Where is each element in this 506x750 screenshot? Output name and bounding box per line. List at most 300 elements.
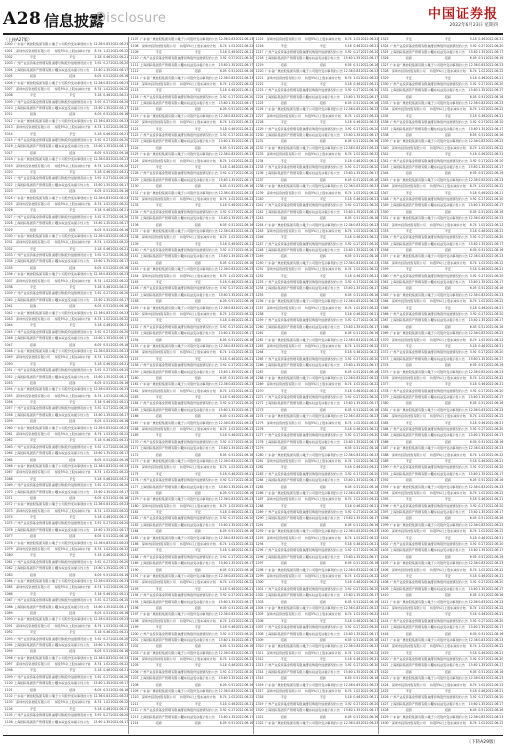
date-cell: 2022.06.16 xyxy=(485,708,504,713)
row-number-cell: 1171 xyxy=(130,446,139,451)
value-cell: 12.36 xyxy=(468,101,478,106)
ratio-cell: 0.83 xyxy=(228,574,236,578)
value-cell: 12.36 xyxy=(93,157,103,162)
date-cell: 2022.06.22 xyxy=(110,470,129,475)
entity-name-cell: 招商 xyxy=(405,248,412,253)
date-cell: 2022.06.22 xyxy=(360,535,379,540)
row-number-cell: 1381 xyxy=(380,407,389,412)
date-cell: 2022.06.23 xyxy=(110,118,129,123)
value-cell: 12.36 xyxy=(468,676,478,681)
announcement-title-cell: 持股5%以上股东减持计划 xyxy=(179,273,216,278)
row-number-cell: 1246 xyxy=(255,235,264,240)
announcement-title-cell: 关于公司股份变动事项的公告 xyxy=(302,605,343,610)
ratio-cell: 0.83 xyxy=(103,118,111,123)
date-cell: 2022.06.22 xyxy=(360,497,379,502)
entity-name-cell: 广东省广晟控股集团有限公司 xyxy=(265,375,306,380)
row-number-cell: 1020 xyxy=(4,170,13,174)
date-cell: 2022.06.20 xyxy=(360,548,379,553)
entity-name-cell: 深圳市投资控股有限公司 xyxy=(391,605,426,610)
entity-name-cell: 广州产业投资基金管理有限公司 xyxy=(140,669,184,674)
announcement-title-cell: 关于公司股份变动事项的公告 xyxy=(177,574,218,578)
row-number-cell: 1193 xyxy=(130,586,139,591)
row-number-cell: 1016 xyxy=(4,144,13,149)
value-cell: 6.05 xyxy=(94,495,102,500)
ratio-cell: 1.35 xyxy=(228,676,236,681)
entity-name-cell: 平安 xyxy=(155,586,162,591)
table-column-4 xyxy=(379,37,503,734)
announcement-title-cell: 持股5%以上股东减持计划 xyxy=(429,107,466,112)
date-cell: 2022.06.21 xyxy=(110,706,129,711)
row-number-cell: 1023 xyxy=(4,189,13,194)
value-cell: 3.92 xyxy=(344,625,352,630)
date-cell: 2022.06.20 xyxy=(485,695,504,700)
announcement-title-cell: 平安 xyxy=(69,668,76,673)
ratio-cell: 1.02 xyxy=(478,529,486,534)
ratio-cell: 1.35 xyxy=(228,369,236,374)
announcement-title-cell: 股东权益变动提示性公告 xyxy=(430,663,465,668)
announcement-title-cell: 持股5%以上股东减持计划 xyxy=(304,574,341,578)
row-number-cell: 1101 xyxy=(4,687,13,692)
value-cell: 12.36 xyxy=(218,382,228,387)
row-number-cell: 1070 xyxy=(4,489,13,494)
value-cell: 6.05 xyxy=(469,554,477,559)
value-cell: 12.36 xyxy=(93,463,103,468)
row-number-cell: 1238 xyxy=(255,184,264,189)
announcement-title-cell: 持股5%以上股东减持计划 xyxy=(429,567,466,572)
row-number-cell: 1005 xyxy=(4,74,13,79)
value-cell: 3.92 xyxy=(94,368,102,373)
value-cell: 5.18 xyxy=(219,126,227,131)
value-cell: 5.18 xyxy=(344,503,352,508)
ratio-cell: 0.51 xyxy=(478,171,486,176)
announcement-title-cell: 平安 xyxy=(444,535,451,540)
row-number-cell: 1013 xyxy=(4,125,13,130)
value-cell: 15.60 xyxy=(218,599,228,604)
value-cell: 12.36 xyxy=(468,446,478,451)
entity-name-cell: 招商 xyxy=(155,184,162,189)
value-cell: 15.60 xyxy=(218,637,228,642)
row-number-cell: 1277 xyxy=(255,433,264,438)
row-number-cell: 1421 xyxy=(380,663,389,668)
value-cell: 3.92 xyxy=(94,444,102,449)
announcement-title-cell: 平安 xyxy=(194,433,201,438)
date-cell: 2022.06.17 xyxy=(235,292,254,297)
value-cell: 8.74 xyxy=(344,267,352,272)
row-number-cell: 1372 xyxy=(380,350,389,355)
announcement-title-cell: 持股5%以上股东减持计划 xyxy=(54,86,91,91)
row-number-cell: 1229 xyxy=(255,126,264,131)
date-cell: 2022.06.21 xyxy=(360,503,379,508)
row-number-cell: 1219 xyxy=(255,62,264,67)
date-cell: 2022.06.20 xyxy=(360,625,379,630)
value-cell: 3.92 xyxy=(219,401,227,406)
value-cell: 12.36 xyxy=(218,535,228,540)
value-cell: 6.05 xyxy=(219,145,227,150)
row-number-cell: 1307 xyxy=(255,625,264,630)
announcement-title-cell: 关于公司股份变动事项的公告 xyxy=(52,694,93,699)
row-number-cell: 1061 xyxy=(4,432,13,437)
announcement-title-cell: 股东权益变动提示性公告 xyxy=(180,522,215,527)
ratio-cell: 1.02 xyxy=(228,657,236,662)
entity-name-cell: 上海国际集团资产管理有限公司 xyxy=(265,363,309,368)
ratio-cell: 0.27 xyxy=(103,559,111,564)
value-cell: 3.92 xyxy=(219,286,227,291)
announcement-title-cell: 关于回购股份进展情况的公告 xyxy=(177,439,218,444)
entity-name-cell: 上海国际集团资产管理有限公司 xyxy=(265,593,309,598)
date-cell: 2022.06.22 xyxy=(485,375,504,380)
entity-name-cell: 广州产业投资基金管理有限公司 xyxy=(140,133,184,138)
value-cell: 8.74 xyxy=(469,260,477,265)
ratio-cell: 1.35 xyxy=(353,554,361,559)
row-number-cell: 1358 xyxy=(380,260,389,265)
ratio-cell: 0.46 xyxy=(228,471,236,476)
value-cell: 12.36 xyxy=(343,107,353,112)
announcement-title-cell: 关于公司股份变动事项的公告 xyxy=(302,452,343,457)
row-number-cell: 1105 xyxy=(4,713,13,718)
row-number-cell: 1371 xyxy=(380,343,389,348)
date-cell: 2022.06.21 xyxy=(110,591,129,596)
value-cell: 15.60 xyxy=(93,719,103,724)
value-cell: 12.36 xyxy=(343,375,353,380)
row-number-cell: 1163 xyxy=(130,395,139,400)
ratio-cell: 1.02 xyxy=(103,86,111,91)
row-number-cell: 1087 xyxy=(4,598,13,603)
row-number-cell: 1221 xyxy=(255,75,264,80)
entity-name-cell: 上海国际集团资产管理有限公司 xyxy=(265,516,309,521)
value-cell: 15.60 xyxy=(343,478,353,483)
row-number-cell: 1052 xyxy=(4,374,13,379)
row-number-cell: 1155 xyxy=(130,343,139,348)
value-cell: 3.92 xyxy=(469,43,477,48)
row-number-cell: 1273 xyxy=(255,407,264,412)
value-cell: 6.05 xyxy=(469,56,477,61)
row-number-cell: 1234 xyxy=(255,158,264,163)
row-number-cell: 1001 xyxy=(4,48,13,53)
date-cell: 2022.06.16 xyxy=(235,145,254,150)
value-cell: 15.60 xyxy=(468,126,478,131)
row-number-cell: 1089 xyxy=(4,610,13,615)
date-cell: 2022.06.20 xyxy=(110,521,129,526)
value-cell: 8.74 xyxy=(219,235,227,240)
value-cell: 6.05 xyxy=(94,649,102,654)
ratio-cell: 0.51 xyxy=(478,286,486,291)
value-cell: 5.18 xyxy=(344,657,352,662)
date-cell: 2022.06.22 xyxy=(235,235,254,240)
ratio-cell: 1.02 xyxy=(478,145,486,150)
entity-name-cell: 深圳市投资控股有限公司 xyxy=(15,700,51,705)
ratio-cell: 0.46 xyxy=(478,497,486,502)
entity-name-cell: 上海国际集团资产管理有限公司 xyxy=(14,566,58,571)
date-cell: 2022.06.16 xyxy=(235,299,254,304)
row-number-cell: 1384 xyxy=(380,427,389,432)
value-cell: 15.60 xyxy=(218,216,228,221)
ratio-cell: 0.83 xyxy=(103,233,111,238)
value-cell: 15.60 xyxy=(218,522,228,527)
ratio-cell: 1.02 xyxy=(228,350,236,355)
date-cell: 2022.06.17 xyxy=(110,297,129,302)
value-cell: 6.05 xyxy=(219,375,227,380)
row-number-cell: 1334 xyxy=(380,107,389,112)
date-cell: 2022.06.17 xyxy=(110,642,129,647)
ratio-cell: 0.83 xyxy=(353,337,361,342)
value-cell: 12.36 xyxy=(218,497,228,502)
announcement-title-cell: 关于公司股份变动事项的公告 xyxy=(52,463,93,468)
ratio-cell: 0.83 xyxy=(478,177,486,182)
value-cell: 8.74 xyxy=(469,682,477,687)
value-cell: 5.18 xyxy=(219,88,227,93)
date-cell: 2022.06.23 xyxy=(360,720,379,725)
row-number-cell: 1150 xyxy=(130,311,139,316)
date-cell: 2022.06.21 xyxy=(360,43,379,48)
announcement-title-cell: 关于回购股份进展情况的公告 xyxy=(52,368,93,373)
row-number-cell: 1046 xyxy=(4,336,13,341)
announcement-title-cell: 股东权益变动提示性公告 xyxy=(180,561,215,566)
ratio-cell: 0.83 xyxy=(353,529,361,534)
announcement-title-cell: 股东权益变动提示性公告 xyxy=(55,221,90,226)
row-number-cell: 1328 xyxy=(380,69,389,74)
row-number-cell: 1257 xyxy=(255,305,264,310)
value-cell: 8.74 xyxy=(219,158,227,163)
date-cell: 2022.06.17 xyxy=(235,331,254,336)
ratio-cell: 0.83 xyxy=(478,561,486,566)
announcement-title-cell: 关于公司股份变动事项的公告 xyxy=(177,37,218,42)
announcement-title-cell: 平安 xyxy=(69,208,76,213)
row-number-cell: 1225 xyxy=(255,101,264,106)
date-cell: 2022.06.16 xyxy=(485,631,504,636)
value-cell: 3.92 xyxy=(219,324,227,329)
date-cell: 2022.06.20 xyxy=(110,559,129,564)
announcement-title-cell: 平安 xyxy=(444,152,451,157)
ratio-cell: 0.27 xyxy=(103,138,111,143)
entity-name-cell: 上海国际集团资产管理有限公司 xyxy=(14,297,58,302)
date-cell: 2022.06.22 xyxy=(360,382,379,387)
entity-name-cell: 广东省广晟控股集团有限公司 xyxy=(14,502,55,507)
ratio-cell: 0.27 xyxy=(228,324,236,329)
row-number-cell: 1402 xyxy=(380,542,389,547)
entity-name-cell: 广州产业投资基金管理有限公司 xyxy=(14,636,58,641)
entity-name-cell: 广州产业投资基金管理有限公司 xyxy=(390,427,434,432)
announcement-title-cell: 持股5%以上股东减持计划 xyxy=(304,228,341,233)
entity-name-cell: 广东省广晟控股集团有限公司 xyxy=(390,599,431,604)
value-cell: 3.92 xyxy=(94,483,102,488)
entity-name-cell: 招商 xyxy=(155,69,162,74)
ratio-cell: 1.35 xyxy=(353,516,361,521)
ratio-cell: 0.27 xyxy=(103,253,111,258)
value-cell: 5.18 xyxy=(219,49,227,54)
row-number-cell: 1367 xyxy=(380,318,389,323)
ratio-cell: 0.83 xyxy=(228,343,236,348)
date-cell: 2022.06.21 xyxy=(110,246,129,251)
announcement-title-cell: 关于公司股份变动事项的公告 xyxy=(302,490,343,495)
row-number-cell: 1109 xyxy=(130,49,139,54)
entity-name-cell: 广州产业投资基金管理有限公司 xyxy=(14,329,58,334)
announcement-title-cell: 关于回购股份进展情况的公告 xyxy=(52,329,93,334)
date-cell: 2022.06.23 xyxy=(235,612,254,617)
date-cell: 2022.06.20 xyxy=(485,43,504,48)
row-number-cell: 1172 xyxy=(130,452,139,457)
date-cell: 2022.06.22 xyxy=(360,113,379,118)
announcement-title-cell: 招商 xyxy=(69,572,76,577)
entity-name-cell: 招商 xyxy=(405,478,412,483)
ratio-cell: 0.27 xyxy=(103,329,111,334)
value-cell: 6.05 xyxy=(469,363,477,368)
entity-name-cell: 广东省广晟控股集团有限公司 xyxy=(14,694,55,699)
announcement-title-cell: 招商 xyxy=(444,439,451,444)
row-number-cell: 1216 xyxy=(255,43,264,48)
date-cell: 2022.06.22 xyxy=(360,689,379,694)
row-number-cell: 1145 xyxy=(130,280,139,285)
entity-name-cell: 平安 xyxy=(280,580,287,585)
entity-name-cell: 平安 xyxy=(155,625,162,630)
announcement-title-cell: 持股5%以上股东减持计划 xyxy=(429,260,466,265)
entity-name-cell: 平安 xyxy=(405,382,412,387)
announcement-title-cell: 平安 xyxy=(444,689,451,694)
announcement-title-cell: 关于公司股份变动事项的公告 xyxy=(52,425,93,430)
value-cell: 8.74 xyxy=(94,240,102,245)
announcement-title-cell: 平安 xyxy=(319,657,326,662)
announcement-title-cell: 关于公司股份变动事项的公告 xyxy=(427,599,468,604)
value-cell: 3.92 xyxy=(469,158,477,163)
date-cell: 2022.06.23 xyxy=(110,617,129,622)
entity-name-cell: 平安 xyxy=(29,515,37,520)
entity-name-cell: 招商 xyxy=(155,490,162,495)
value-cell: 6.05 xyxy=(469,516,477,521)
value-cell: 5.18 xyxy=(344,43,352,48)
value-cell: 5.18 xyxy=(344,580,352,585)
row-number-cell: 1311 xyxy=(255,650,264,655)
value-cell: 6.05 xyxy=(94,150,102,155)
announcement-title-cell: 招商 xyxy=(194,337,201,342)
value-cell: 6.05 xyxy=(94,457,102,462)
date-cell: 2022.06.16 xyxy=(360,369,379,374)
date-cell: 2022.06.17 xyxy=(485,280,504,285)
entity-name-cell: 平安 xyxy=(155,548,162,553)
ratio-cell: 0.51 xyxy=(353,714,361,719)
row-number-cell: 1346 xyxy=(380,184,389,189)
date-cell: 2022.06.16 xyxy=(110,189,129,194)
announcement-title-cell: 平安 xyxy=(194,280,201,285)
ratio-cell: 0.83 xyxy=(103,157,111,162)
row-number-cell: 1285 xyxy=(255,484,264,489)
date-cell: 2022.06.16 xyxy=(110,534,129,539)
row-number-cell: 1045 xyxy=(4,329,13,334)
entity-name-cell: 广东省广晟控股集团有限公司 xyxy=(390,407,431,412)
announcement-title-cell: 关于公司股份变动事项的公告 xyxy=(427,676,468,681)
entity-name-cell: 广东省广晟控股集团有限公司 xyxy=(14,272,55,277)
entity-name-cell: 招商 xyxy=(29,419,37,424)
value-cell: 15.60 xyxy=(343,593,353,598)
ratio-cell: 0.46 xyxy=(228,88,236,93)
entity-name-cell: 平安 xyxy=(155,241,162,246)
value-cell: 5.18 xyxy=(94,170,102,174)
date-cell: 2022.06.21 xyxy=(235,165,254,169)
value-cell: 6.05 xyxy=(344,369,352,374)
date-cell: 2022.06.20 xyxy=(235,363,254,368)
entity-name-cell: 广州产业投资基金管理有限公司 xyxy=(390,388,434,393)
date-cell: 2022.06.20 xyxy=(235,171,254,176)
value-cell: 3.92 xyxy=(469,657,477,662)
entity-name-cell: 上海国际集团资产管理有限公司 xyxy=(14,67,58,72)
row-number-cell: 1000 xyxy=(4,42,13,47)
date-cell: 2022.06.20 xyxy=(360,471,379,476)
date-cell: 2022.06.20 xyxy=(485,503,504,508)
value-cell: 8.74 xyxy=(94,278,102,283)
row-number-cell: 1279 xyxy=(255,446,264,451)
ratio-cell: 0.46 xyxy=(228,625,236,630)
ratio-cell: 1.02 xyxy=(228,81,236,86)
value-cell: 3.92 xyxy=(344,49,352,54)
row-number-cell: 1348 xyxy=(380,196,389,201)
entity-name-cell: 广东省广晟控股集团有限公司 xyxy=(265,529,306,534)
value-cell: 3.92 xyxy=(219,363,227,368)
announcement-title-cell: 持股5%以上股东减持计划 xyxy=(54,432,91,437)
value-cell: 6.05 xyxy=(469,669,477,674)
entity-name-cell: 招商 xyxy=(280,292,287,297)
date-cell: 2022.06.21 xyxy=(235,49,254,54)
announcement-title-cell: 股东权益变动提示性公告 xyxy=(430,356,465,361)
date-cell: 2022.06.21 xyxy=(360,120,379,125)
row-number-cell: 1007 xyxy=(4,86,13,91)
value-cell: 15.60 xyxy=(218,101,228,106)
value-cell: 3.92 xyxy=(94,713,102,718)
entity-name-cell: 平安 xyxy=(29,438,37,443)
date-cell: 2022.06.16 xyxy=(485,324,504,329)
announcement-title-cell: 股东权益变动提示性公告 xyxy=(305,324,340,329)
value-cell: 12.36 xyxy=(93,195,103,200)
row-number-cell: 1115 xyxy=(130,88,139,93)
announcement-title-cell: 平安 xyxy=(194,471,201,476)
entity-name-cell: 平安 xyxy=(280,542,287,547)
announcement-title-cell: 关于回购股份进展情况的公告 xyxy=(177,209,218,214)
ratio-cell: 1.35 xyxy=(103,374,111,379)
announcement-title-cell: 关于回购股份进展情况的公告 xyxy=(52,176,93,181)
announcement-title-cell: 招商 xyxy=(194,605,201,610)
entity-name-cell: 上海国际集团资产管理有限公司 xyxy=(265,324,309,329)
ratio-cell: 1.02 xyxy=(353,267,361,272)
row-number-cell: 1237 xyxy=(255,177,264,182)
ratio-cell: 1.35 xyxy=(103,566,111,571)
announcement-title-cell: 持股5%以上股东减持计划 xyxy=(429,529,466,534)
announcement-title-cell: 关于回购股份进展情况的公告 xyxy=(302,395,343,400)
date-cell: 2022.06.22 xyxy=(485,107,504,112)
value-cell: 3.92 xyxy=(469,81,477,86)
row-number-cell: 1212 xyxy=(130,708,139,713)
row-number-cell: 1424 xyxy=(380,682,389,687)
announcement-title-cell: 关于公司股份变动事项的公告 xyxy=(427,714,468,719)
value-cell: 12.36 xyxy=(343,260,353,265)
date-cell: 2022.06.22 xyxy=(485,184,504,189)
value-cell: 5.18 xyxy=(219,510,227,515)
value-cell: 6.05 xyxy=(219,184,227,189)
date-cell: 2022.06.21 xyxy=(235,586,254,591)
entity-name-cell: 招商 xyxy=(155,222,162,227)
entity-name-cell: 平安 xyxy=(280,695,287,700)
date-cell: 2022.06.22 xyxy=(110,700,129,705)
row-number-cell: 1276 xyxy=(255,427,264,432)
value-cell: 3.92 xyxy=(344,126,352,131)
ratio-cell: 1.02 xyxy=(103,393,111,398)
announcement-title-cell: 平安 xyxy=(69,591,76,596)
announcement-title-cell: 关于公司股份变动事项的公告 xyxy=(177,75,218,80)
announcement-title-cell: 持股5%以上股东减持计划 xyxy=(429,720,466,725)
announcement-title-cell: 关于公司股份变动事项的公告 xyxy=(302,529,343,534)
row-number-cell: 1375 xyxy=(380,369,389,374)
row-number-cell: 1021 xyxy=(4,176,13,181)
row-number-cell: 1068 xyxy=(4,476,13,481)
date-cell: 2022.06.22 xyxy=(235,158,254,163)
date-cell: 2022.06.17 xyxy=(235,139,254,144)
value-cell: 15.60 xyxy=(343,94,353,99)
